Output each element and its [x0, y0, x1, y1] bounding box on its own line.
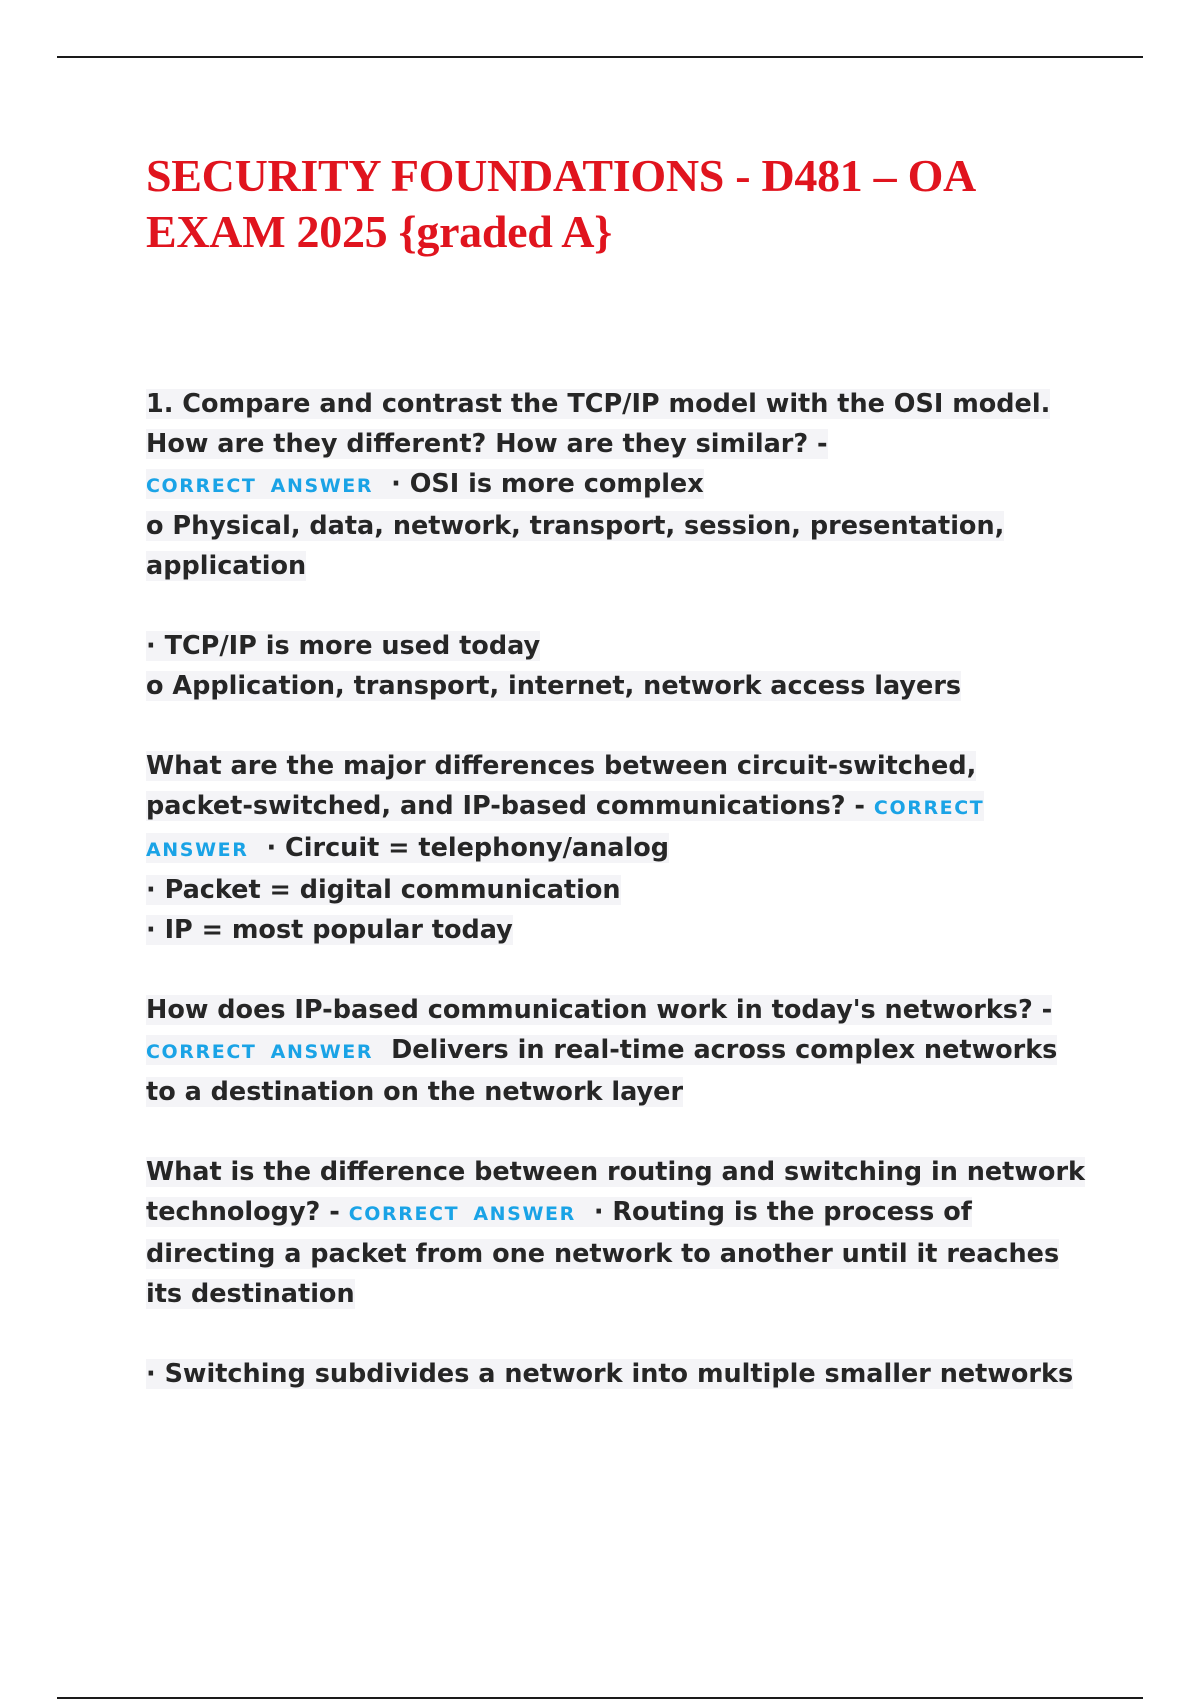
correct-answer-label: CORRECT ANSWER	[146, 1041, 374, 1063]
document-title	[146, 148, 1086, 260]
question-text: 1. Compare and contrast the TCP/IP model with the OSI model. How are they different? How are they similar? -	[146, 389, 1051, 459]
answer-line: · OSI is more complex	[391, 469, 704, 499]
answer-line: · TCP/IP is more used today	[146, 631, 541, 661]
qa-item-2	[146, 626, 1086, 706]
question-text: What is the difference between routing and switching in network technology? -	[146, 1157, 1085, 1227]
title-line-1: SECURITY FOUNDATIONS - D481 – OA	[146, 150, 976, 201]
qa-list	[146, 384, 1086, 1394]
answer-line: o Application, transport, internet, network access layers	[146, 671, 962, 701]
bottom-rule	[57, 1697, 1143, 1699]
qa-item-4	[146, 990, 1086, 1112]
qa-item-3	[146, 746, 1086, 950]
question-text: How does IP-based communication work in today's networks? -	[146, 995, 1053, 1025]
title-line-2: EXAM 2025 {graded A}	[146, 206, 612, 257]
qa-item-5	[146, 1152, 1086, 1314]
answer-line: · Circuit = telephony/analog	[266, 833, 670, 863]
question-text: What are the major differences between circuit-switched, packet-switched, and IP-based communications? -	[146, 751, 977, 821]
correct-answer-label: CORRECT ANSWER	[146, 797, 985, 861]
answer-line: Delivers in real-time across complex networks to a destination on the network layer	[146, 1035, 1058, 1107]
correct-answer-label: CORRECT ANSWER	[146, 475, 374, 497]
answer-line: · Routing is the process of directing a packet from one network to another until it reaches its destination	[146, 1197, 1060, 1309]
document-body	[146, 148, 1086, 1434]
top-rule	[57, 56, 1143, 58]
answer-line: · Packet = digital communication	[146, 875, 621, 905]
answer-line: · IP = most popular today	[146, 915, 513, 945]
qa-item-6	[146, 1354, 1086, 1394]
answer-line: · Switching subdivides a network into multiple smaller networks	[146, 1359, 1074, 1389]
correct-answer-label: CORRECT ANSWER	[348, 1203, 576, 1225]
answer-line: o Physical, data, network, transport, session, presentation, application	[146, 511, 1005, 581]
qa-item-1	[146, 384, 1086, 586]
